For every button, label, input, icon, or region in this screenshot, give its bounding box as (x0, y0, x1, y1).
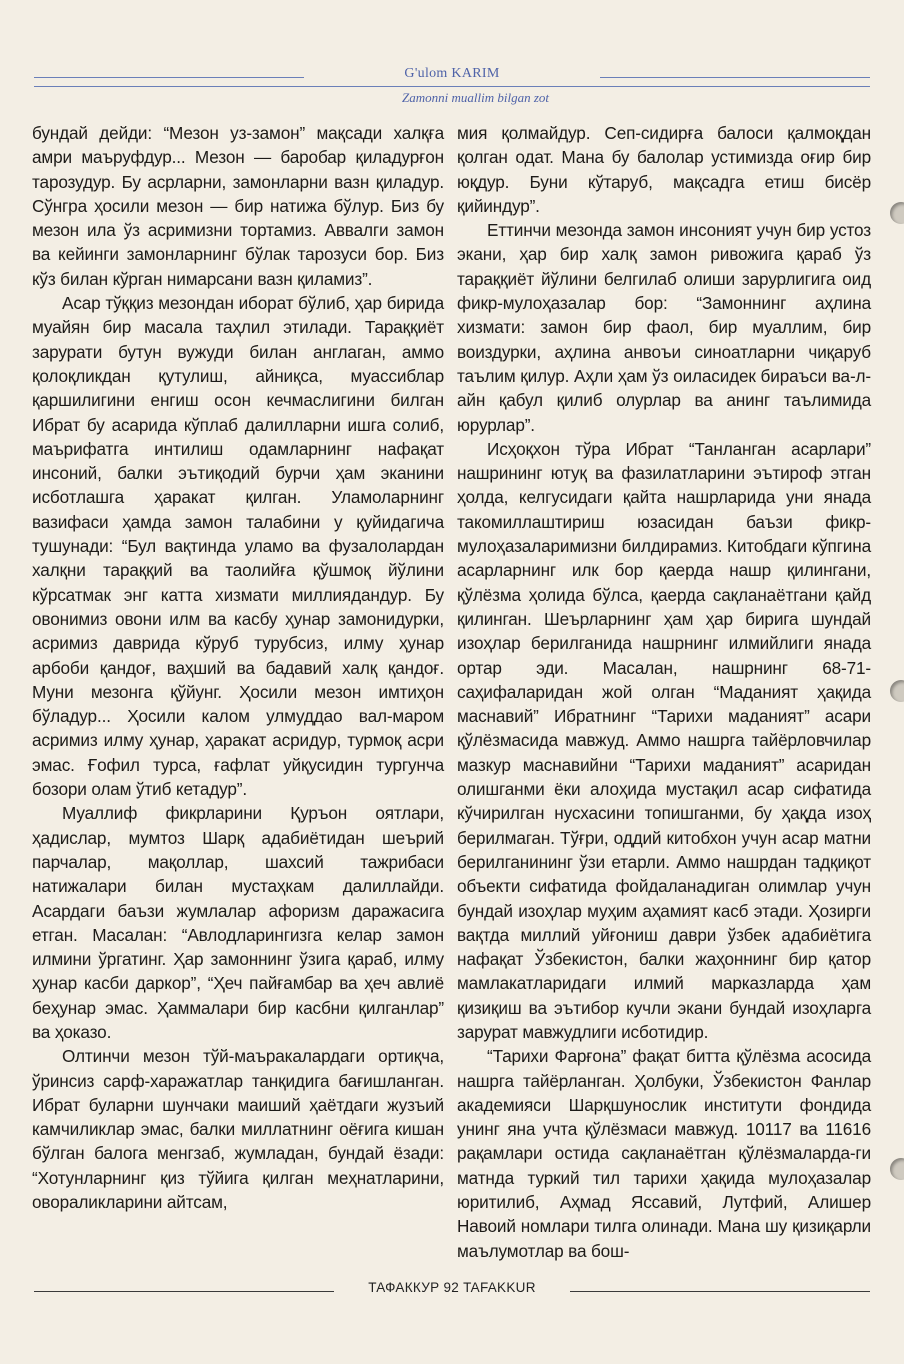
left-text-column (32, 121, 444, 1214)
header-rule-full (34, 86, 870, 87)
paragraph: Асар тўққиз мезондан иборат бўлиб, ҳар бирида муайян бир масала таҳлил этилади. Тараққиёт зарурати бутун вужуди билан англаган, аммо қолоқликдан қутулиш, айниқса, муассиблар қаршилигини енгиш осон кечмаслигини билган Ибрат бу асарида кўплаб далилларни ишга солиб, маърифатга интилиш одамларнинг нафақат инсоний, балки эътиқодий бурчи ҳам эканини исботлашга ҳаракат қилган. Уламоларнинг вазифаси ҳамда замон талабини у қуйидагича тушунади: “Бул вақтинда уламо ва фузалолардан халқни тараққий ва таолийға қўшмоқ йўлини кўрсатмак энг катта хизмати миллиядандур. Бу овонимиз овони илм ва касбу ҳунар замонидурки, асримиз даврида кўруб турубсиз, илму ҳунар арбоби қандоғ, ваҳший ва бадавий халқ қандоғ. Муни мезонга қўйунг. Ҳосили мезон имтиҳон бўладур... Ҳосили калом улмуддао вал-маром асримиз илму ҳунар, ҳаракат асридур, турмоқ асри эмас. Ғофил турса, ғафлат уйқусидин тургунча бозори олам ўтиб кетадур”. (32, 293, 444, 800)
footer-text: ТАФАККУР 92 TAFAKKUR (368, 1280, 536, 1295)
paragraph: Еттинчи мезонда замон инсоният учун бир устоз экани, ҳар бир халқ замон ривожига қараб ўз тараққиёт йўлини белгилаб олиши зарурлигига оид фикр-мулоҳазалар бор: “Замоннинг аҳлина хизмати: замон бир фаол, бир муаллим, бир воиздурки, аҳлина анвоъи синоатларни чиқаруб таълим қилур. Аҳли ҳам ўз оиласидек бираъси ва-л-айн қабул қилиб олурлар ва анинг таълимида юрурлар”. (457, 220, 871, 435)
paragraph: Исҳоқхон тўра Ибрат “Танланган асарлари” нашрининг ютуқ ва фазилатларини эътироф этган ҳолда, келгусидаги қайта нашрларида уни янада такомиллаштириш юзасидан баъзи фикр-мулоҳазаларимизни билдирамиз. Китобдаги кўпгина асарларнинг илк бор қаерда нашр қилингани, қўлёзма ҳолида бўлса, қаерда сақланаётгани қайд қилинган. Шеърларнинг ҳам ҳар бирига шундай изоҳлар берилганида нашрнинг илмийлиги янада ортар эди. Масалан, нашрнинг 68-71-саҳифаларидан жой олган “Маданият ҳақида маснавий” Ибратнинг “Тарихи маданият” асари қўлёзмасида мавжуд. Аммо нашрга тайёрловчилар мазкур маснавийни “Тарихи маданият” асаридан олишганми ёки алоҳида мустақил асар сифатида кўчирилган нусхасини топишганми, бу ҳақда изоҳ берилмаган. Тўғри, оддий китобхон учун асар матни берилганининг ўзи етарли. Аммо нашрдан тадқиқот объекти сифатида фойдаланадиган олимлар учун бундай изоҳлар муҳим аҳамият касб этади. Ҳозирги вақтда миллий уйғониш даври ўзбек адабиётига нафақат Ўзбекистон, балки жаҳоннинг бир қатор мамлакатларидаги илмий марказларда ҳам қизиқиш ва эътибор кучли экани бундай изоҳларга зарурат мавжудлиги исботидир. (457, 438, 871, 1042)
header-rule-left (34, 77, 304, 78)
footer-rule-left (34, 1291, 334, 1292)
page-footer (0, 1280, 904, 1300)
paragraph: Муаллиф фикрларини Қуръон оятлари, ҳадислар, мумтоз Шарқ адабиётидан шеърий парчалар, мақоллар, шахсий тажрибаси натижалари билан мустаҳкам далиллайди. Асардаги баъзи жумлалар афоризм даражасига етган. Масалан: “Авлодларингизга келар замон илмини ўргатинг. Ҳар замоннинг ўзига қараб, илму ҳунар касби даркор”, “Ҳеч пайғамбар ва ҳеч авлиё беҳунар эмас. Ҳаммалари бир касбни қилганлар” ва ҳоказо. (32, 803, 444, 1042)
right-text-column (457, 121, 871, 1263)
paragraph: бундай дейди: “Мезон уз-замон” мақсади халқға амри маъруфдур... Мезон — баробар қиладурғон тарозудур. Бу асрларни, замонларни вазн қиладур. Сўнгра ҳосили мезон — бир натижа бўлур. Биз бу мезон ила ўз асримизни тортамиз. Аввалги замон ва кейинги замонларнинг бўлак тарозуси бор. Биз кўз билан кўрган нимарсани вазн қиламиз”. (32, 123, 444, 289)
paragraph: Олтинчи мезон тўй-маъракалардаги ортиқча, ўринсиз сарф-харажатлар танқидига бағишланган. Ибрат буларни шунчаки маиший ҳаётдаги жузъий камчиликлар эмас, балки миллатнинг оёғига кишан бўлган балога менгзаб, жумладан, бундай ёзади: “Хотунларнинг қиз тўйига қилган меҳнатларини, овораликларини айтсам, (32, 1046, 444, 1213)
header-subtitle: Zamonni muallim bilgan zot (402, 90, 549, 105)
binder-hole (890, 1158, 904, 1180)
binder-hole (890, 202, 904, 224)
header-rule-right (600, 77, 870, 78)
binder-hole (890, 680, 904, 702)
paragraph: “Тарихи Фарғона” фақат битта қўлёзма асосида нашрга тайёрланган. Ҳолбуки, Ўзбекистон Фанлар академияси Шарқшунослик институти фондида унинг яна учта қўлёзмаси мавжуд. 10117 ва 11616 рақамлари остида сақланаётган қўлёзмаларда-ги матнда туркий тил тарихи ҳақида мулоҳазалар юритилиб, Аҳмад Яссавий, Лутфий, Алишер Навоий номлари тилга олинади. Мана шу қизиқарли маълумотлар ва бош- (457, 1046, 871, 1261)
footer-rule-right (570, 1291, 870, 1292)
paragraph: мия қолмайдур. Сеп-сидирға балоси қалмоқдан қолган одат. Мана бу балолар устимизда оғир бир юқдур. Буни кўтаруб, мақсадга етиш бисёр қийиндур”. (457, 123, 871, 216)
header-author: G'ulom KARIM (404, 66, 500, 81)
